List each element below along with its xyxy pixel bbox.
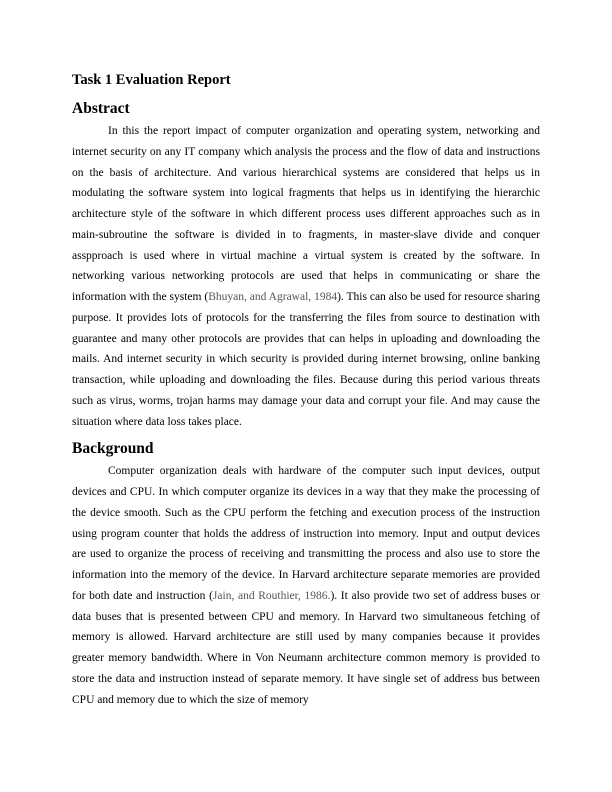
abstract-text-part-1: In this the report impact of computer organization and operating system, networking and internet security on any IT company which analysis the process and the flow of data and instructions on the basis of architecture. And various hierarchical systems are considered that helps us in modulating the software system into logical fragments that helps us in identifying the hierarchic architecture style of the software in which different process uses different approaches such as in main-subroutine the software is divided in to fragments, in master-slave divide and conquer asspproach is used where in virtual machine a virtual system is created by the software. In networking various networking protocols are used that helps in communicating or share the information with the system ( bbox=[72, 125, 540, 303]
background-paragraph bbox=[72, 461, 540, 710]
abstract-paragraph bbox=[72, 121, 540, 432]
abstract-heading: Abstract bbox=[72, 100, 130, 117]
background-text-part-2: ). It also provide two set of address buses or data buses that is presented between CPU and memory. In Harvard two simultaneous fetching of memory is allowed. Harvard architecture are still used by many companies because it provides greater memory bandwidth. Where in Von Neumann architecture common memory is provided to store the data and instruction instead of separate memory. It have single set of address bus between CPU and memory due to which the size of memory bbox=[72, 589, 540, 706]
abstract-citation: Bhuyan, and Agrawal, 1984 bbox=[208, 291, 338, 303]
document-body bbox=[72, 70, 540, 710]
abstract-text-part-2: ). This can also be used for resource sharing purpose. It provides lots of protocols for the transferring the files from source to destination with guarantee and many other protocols are provides that can helps in uploading and downloading the mails. And internet security in which security is provided during internet browsing, online banking transaction, while uploading and downloading the files. Because during this period various threats such as virus, worms, trojan harms may damage your data and corrupt your file. And may cause the situation where data loss takes place. bbox=[72, 291, 540, 428]
background-heading: Background bbox=[72, 440, 154, 458]
report-title: Task 1 Evaluation Report bbox=[72, 72, 231, 88]
background-text-part-1: Computer organization deals with hardware of the computer such input devices, output devices and CPU. In which computer organize its devices in a way that they make the processing of the device smooth. Such as the CPU perform the fetching and execution process of the instruction using program counter that holds the address of instruction into memory. Input and output devices are used to organize the process of receiving and transmitting the process and also use to store the information into the memory of the device. In Harvard architecture separate memories are provided for both date and instruction ( bbox=[72, 465, 540, 602]
background-citation: Jain, and Routhier, 1986. bbox=[212, 589, 331, 602]
